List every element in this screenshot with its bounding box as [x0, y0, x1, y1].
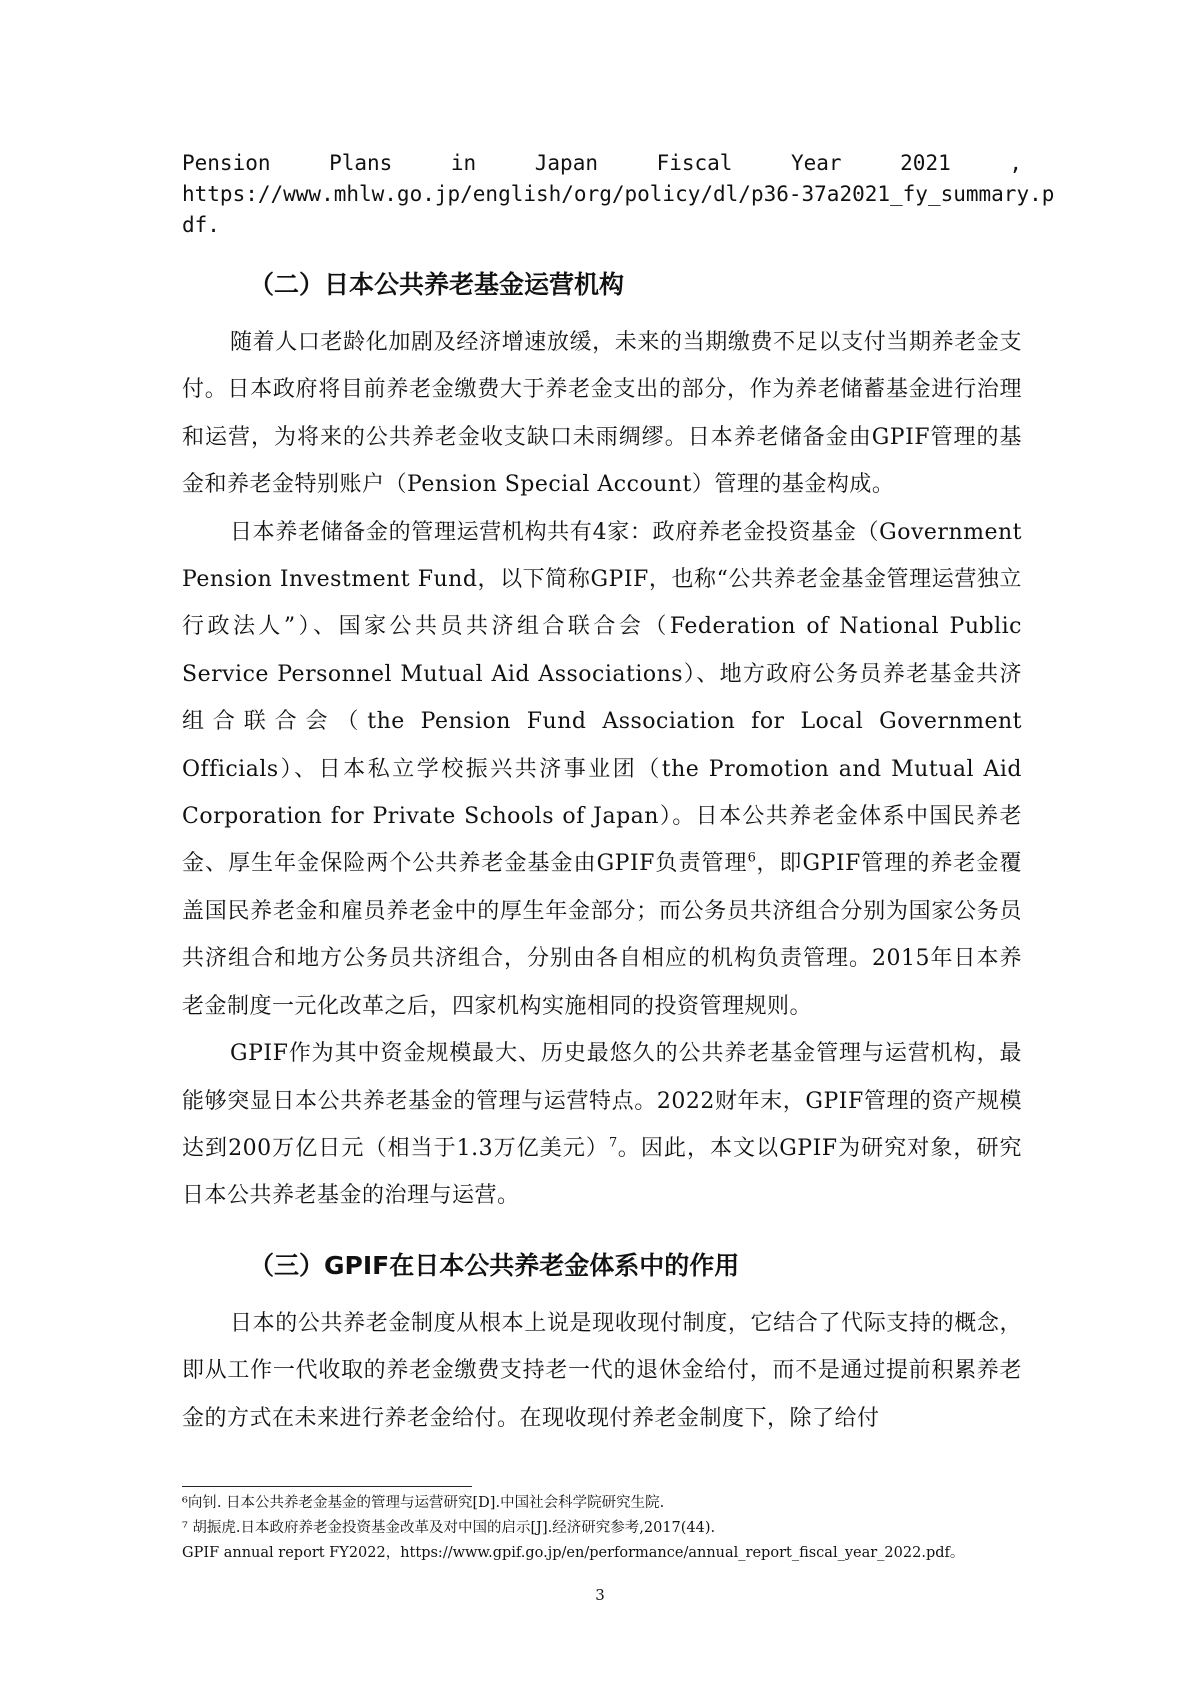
ref-word: in	[450, 151, 477, 175]
paragraph-text: ，即GPIF管理的养老金覆盖国民养老金和雇员养老金中的厚生年金部分；而公务员共济组合分别为国家公务员共济组合和地方公务员共济组合，分别由各自相应的机构负责管理。2015年日本养老金制度一元化改革之后，四家机构实施相同的投资管理规则。	[182, 851, 1022, 1019]
footnote-6: ⁶向钊. 日本公共养老金基金的管理与运营研究[D].中国社会科学院研究生院.	[182, 1495, 665, 1511]
paragraph-text: GPIF作为其中资金规模最大、历史最悠久的公共养老基金管理与运营机构，最能够突显日本公共养老基金的管理与运营特点。2022财年末，GPIF管理的资产规模达到200万亿日元（相当于1.3万亿美元）	[182, 1041, 1022, 1161]
section2-paragraph-2	[182, 509, 1022, 1030]
section2-paragraph-3	[182, 1030, 1022, 1220]
section-heading-3: （三）GPIF在日本公共养老金体系中的作用	[249, 1250, 740, 1280]
footnote-7: ⁷ 胡振虎.日本政府养老金投资基金改革及对中国的启示[J].经济研究参考,2017(44).	[182, 1520, 716, 1536]
reference-url-line: https://www.mhlw.go.jp/english/org/policy/dl/p36-37a2021_fy_summary.p	[182, 182, 1055, 206]
section3-paragraph-1: 日本的公共养老金制度从根本上说是现收现付制度，它结合了代际支持的概念，即从工作一代收取的养老金缴费支持老一代的退休金给付，而不是通过提前积累养老金的方式在未来进行养老金给付。在现收现付养老金制度下，除了给付	[182, 1310, 1022, 1431]
footnote-divider	[182, 1486, 472, 1487]
paragraph-text: 。因此，本文以GPIF为研究对象，研究日本公共养老基金的治理与运营。	[182, 1135, 1022, 1209]
footnotes	[182, 1486, 1022, 1566]
ref-word: Japan	[534, 151, 598, 175]
section2-paragraph-1: 随着人口老龄化加剧及经济增速放缓，未来的当期缴费不足以支付当期养老金支付。日本政府将目前养老金缴费大于养老金支出的部分，作为养老储蓄基金进行治理和运营，为将来的公共养老金收支缺口未雨绸缪。日本养老储备金由GPIF管理的基金和养老金特别账户（Pension Special Account）管理的基金构成。	[182, 330, 1022, 498]
ref-word: ,	[1009, 151, 1022, 175]
ref-word: 2021	[900, 151, 951, 175]
footnote-gpif-report: GPIF annual report FY2022，https://www.gpif.go.jp/en/performance/annual_report_fiscal_year_2022.pdf。	[182, 1545, 965, 1561]
page-body	[182, 148, 1055, 1442]
footnote-ref-7: 7	[608, 1135, 618, 1151]
ref-word: Pension	[182, 151, 271, 175]
section-heading-2: （二）日本公共养老基金运营机构	[249, 270, 625, 299]
reference-continuation-line-1	[182, 148, 1022, 179]
ref-word: Year	[791, 151, 842, 175]
reference-url-tail: df.	[182, 213, 220, 237]
footnote-ref-6: 6	[747, 851, 756, 867]
ref-word: Plans	[329, 151, 393, 175]
ref-word: Fiscal	[656, 151, 733, 175]
paragraph-text: 日本养老储备金的管理运营机构共有4家：政府养老金投资基金（Government Pension Investment Fund，以下简称GPIF，也称“公共养老金基金管理运营独立行政法人”）、国家公共员共济组合联合会（Federation of National Public Service Personnel Mutual Aid Associations）、地方政府公务员养老基金共济组合联合会（the Pension Fund Association for Local Government Officials）、日本私立学校振兴共济事业团（the Promotion and Mutual Aid Corporation for Private Schools of Japan）。日本公共养老金体系中国民养老金、厚生年金保险两个公共养老金基金由GPIF负责管理	[182, 519, 1022, 877]
page-number: 3	[595, 1586, 605, 1604]
